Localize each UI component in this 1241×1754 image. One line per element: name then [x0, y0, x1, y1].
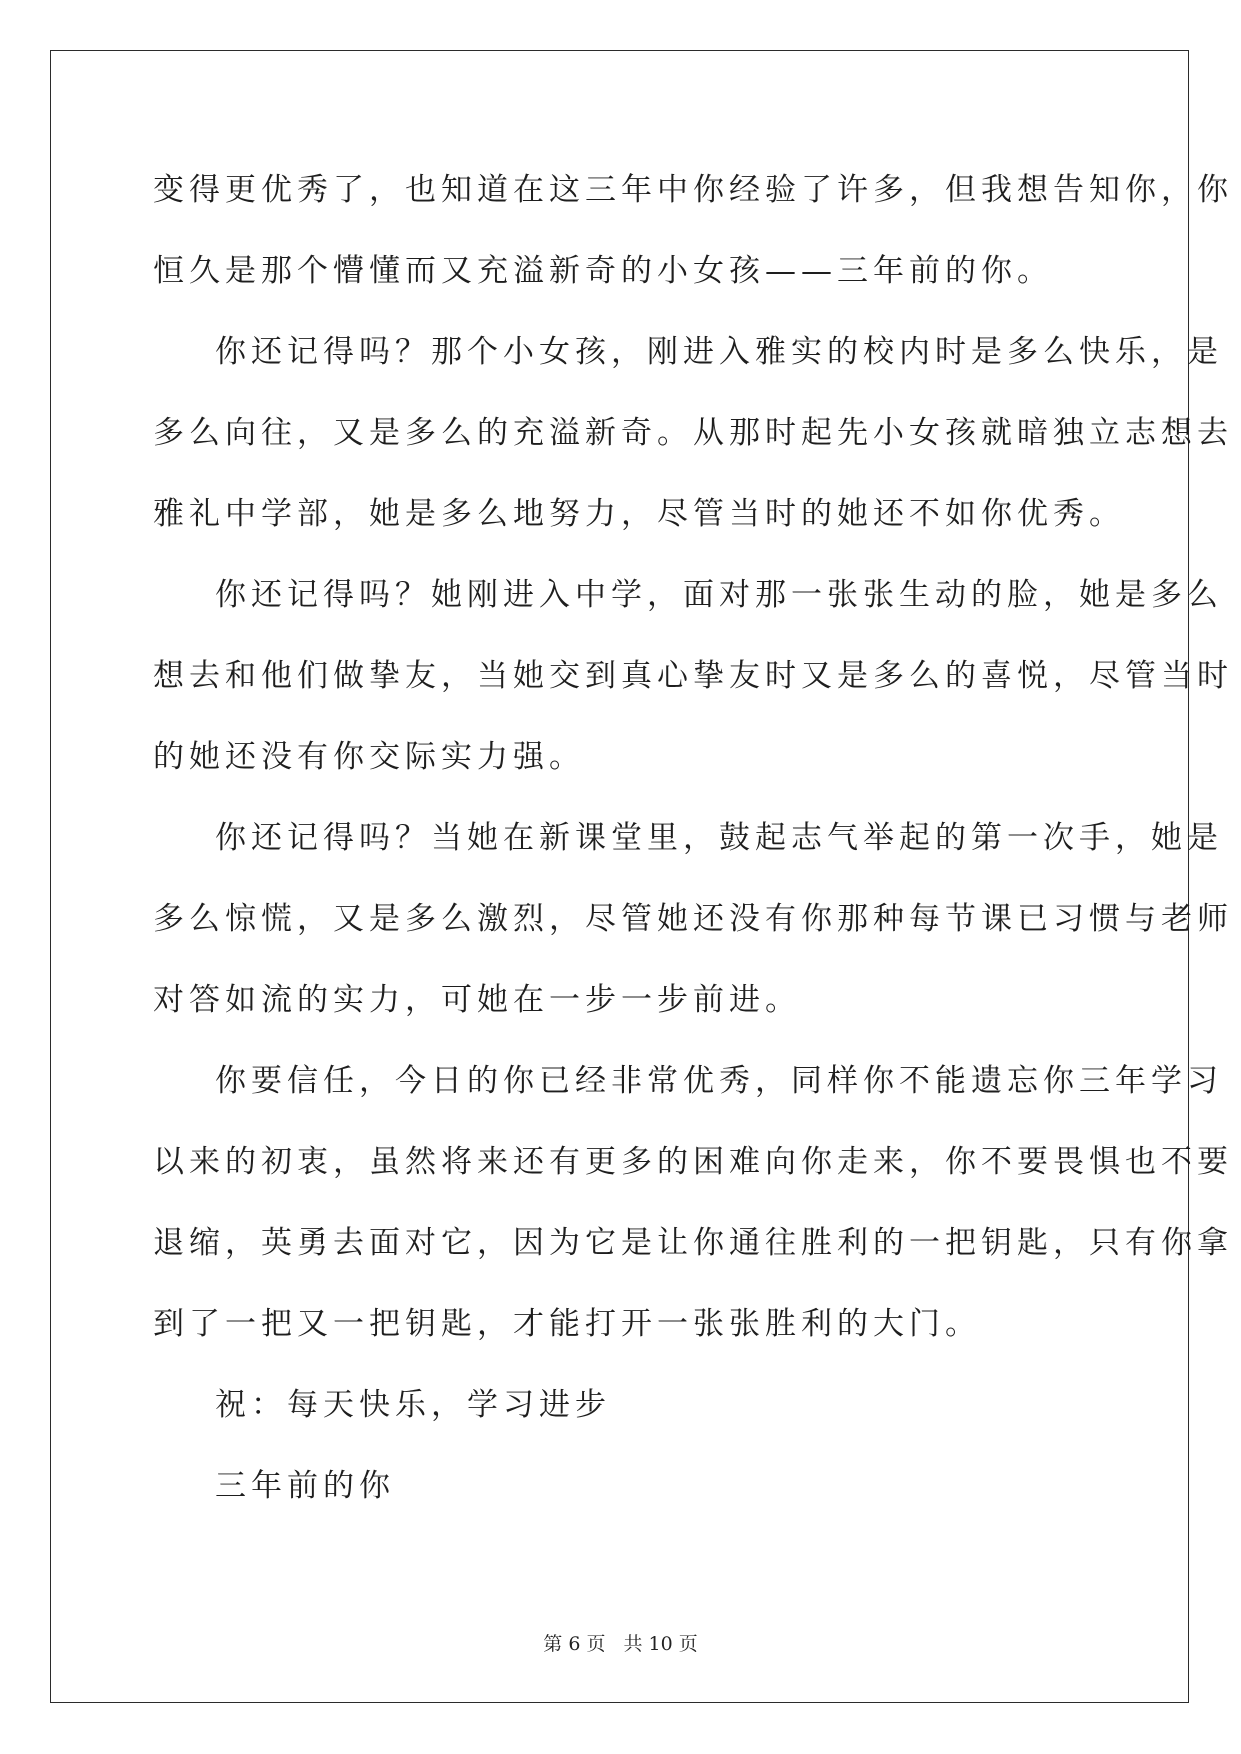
paragraph-start-line: 你还记得吗？那个小女孩，刚进入雅实的校内时是多么快乐，是	[215, 334, 1223, 370]
text-line: 想去和他们做挚友，当她交到真心挚友时又是多么的喜悦，尽管当时	[153, 658, 1233, 694]
text-line: 恒久是那个懵懂而又充溢新奇的小女孩——三年前的你。	[153, 253, 1053, 289]
text-line: 雅礼中学部，她是多么地努力，尽管当时的她还不如你优秀。	[153, 496, 1125, 532]
closing-wishes: 祝：每天快乐，学习进步	[215, 1387, 611, 1423]
page-number: 第 6 页	[543, 1633, 606, 1655]
paragraph-start-line: 你还记得吗？她刚进入中学，面对那一张张生动的脸，她是多么	[215, 577, 1223, 613]
text-line: 对答如流的实力，可她在一步一步前进。	[153, 982, 801, 1018]
page-footer	[0, 1629, 1241, 1656]
paragraph-start-line: 你要信任，今日的你已经非常优秀，同样你不能遗忘你三年学习	[215, 1063, 1223, 1099]
page-total: 共 10 页	[623, 1633, 698, 1655]
text-line: 到了一把又一把钥匙，才能打开一张张胜利的大门。	[153, 1306, 981, 1342]
letter-body	[153, 160, 1233, 1537]
signature: 三年前的你	[215, 1468, 395, 1504]
text-line: 多么惊慌，又是多么激烈，尽管她还没有你那种每节课已习惯与老师	[153, 901, 1233, 937]
text-line: 多么向往，又是多么的充溢新奇。从那时起先小女孩就暗独立志想去	[153, 415, 1233, 451]
text-line: 退缩，英勇去面对它，因为它是让你通往胜利的一把钥匙，只有你拿	[153, 1225, 1233, 1261]
text-line: 的她还没有你交际实力强。	[153, 739, 585, 775]
text-line: 变得更优秀了，也知道在这三年中你经验了许多，但我想告知你，你	[153, 172, 1233, 208]
paragraph-start-line: 你还记得吗？当她在新课堂里，鼓起志气举起的第一次手，她是	[215, 820, 1223, 856]
text-line: 以来的初衷，虽然将来还有更多的困难向你走来，你不要畏惧也不要	[153, 1144, 1233, 1180]
